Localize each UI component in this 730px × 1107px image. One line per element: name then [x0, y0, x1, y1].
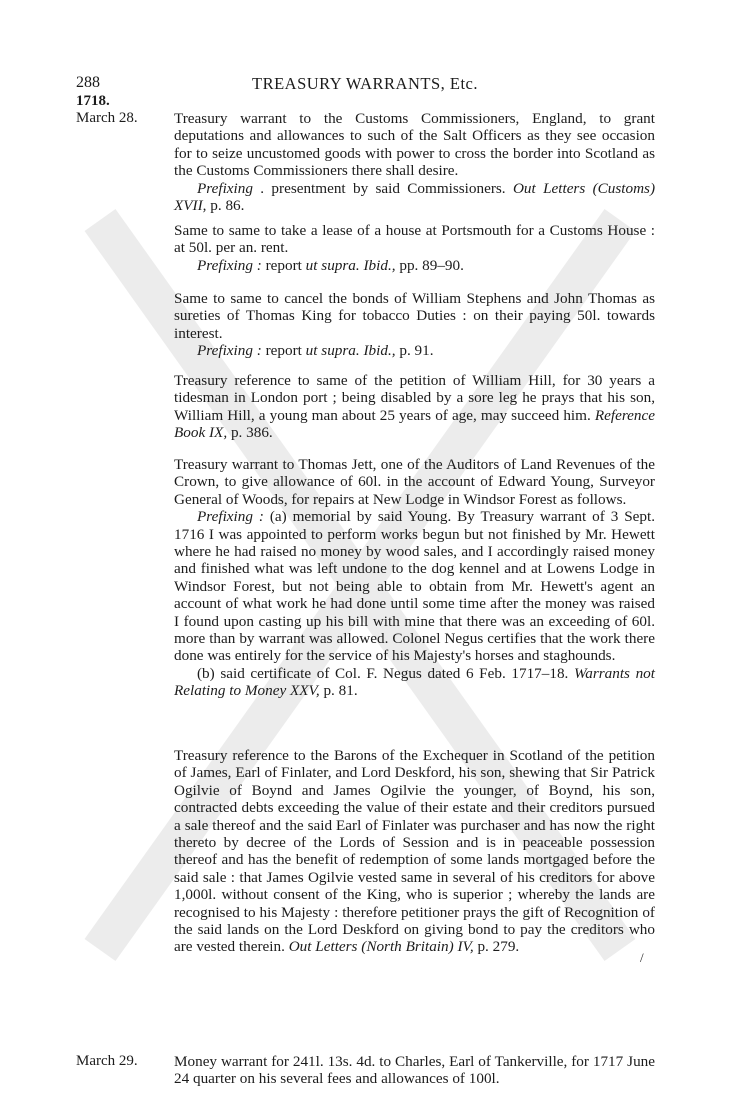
page-number: 288	[76, 74, 100, 91]
entry-body: Money warrant for 241l. 13s. 4d. to Charles, Earl of Tankerville, for 1717 June 24 quarter on his several fees and allowances of 100l.	[174, 1053, 655, 1088]
entry-body: Same to same to take a lease of a house at Portsmouth for a Customs House : at 50l. per an. rent.	[174, 222, 655, 257]
entry-cancel-bonds	[174, 290, 655, 360]
entry-prefixing: Prefixing : report ut supra. Ibid., pp. 89–90.	[197, 256, 464, 274]
date-march-29: March 29.	[76, 1053, 138, 1069]
entry-body: Same to same to cancel the bonds of William Stephens and John Thomas as sureties of Thomas King for tobacco Duties : on their paying 50l. towards interest.	[174, 290, 655, 342]
entry-salt-officers	[174, 110, 655, 214]
entry-earl-of-tankerville	[174, 1053, 655, 1088]
entry-body: Treasury warrant to Thomas Jett, one of the Auditors of Land Revenues of the Crown, to give allowance of 60l. in the account of Edward Young, Surveyor General of Woods, for repairs at New Lodge in Windsor Forest as follows.	[174, 456, 655, 508]
entry-new-lodge-repairs	[174, 456, 655, 700]
running-head: TREASURY WARRANTS, Etc.	[251, 74, 479, 93]
date-march-28: March 28.	[76, 110, 138, 126]
entry-prefixing: Prefixing : (a) memorial by said Young. By Treasury warrant of 3 Sept. 1716 I was appointed to perform works begun but not finished by Mr. Hewett where he had raised no money by wood sales, and I accordingly raised money and finished what was left undone to the dog kennel and at Lowens Lodge in Windsor Forest, but not being able to obtain from Mr. Hewett's agent an account of what work he had done until some time after the money was raised I found upon casting up his bill with mine that there was an exceeding of 60l. more than by warrant was allowed. Colonel Negus certifies that the work there done was entirely for the service of his Majesty's horses and staghounds.	[174, 508, 656, 665]
entry-prefixing: Prefixing : report ut supra. Ibid., p. 91.	[197, 342, 434, 360]
year-label: 1718.	[76, 93, 110, 109]
entry-certificate: (b) said certificate of Col. F. Negus dated 6 Feb. 1717–18. Warrants not Relating to Money XXV, p. 81.	[174, 664, 655, 700]
entry-body: Treasury reference to the Barons of the Exchequer in Scotland of the petition of James, Earl of Finlater, and Lord Deskford, his son, shewing that Sir Patrick Ogilvie of Boynd and James Ogilvie the younger, of Boynd, his son, contracted debts exceeding the value of their estate and their creditors pursued a sale thereof and the said Earl of Finlater was purchaser and has now the right thereto by decree of the Lords of Session and is in peaceable possession thereof and has the benefit of redemption of some lands mortgaged before the said sale : that James Ogilvie vested same in several of his creditors for above 1,000l. without consent of the King, who is superior ; whereby the lands are recognised to his Majesty : therefore petitioner prays the gift of Recognition of the said lands on the Lord Deskford on giving bond to pay the creditors who are vested therein. Out Letters (North Britain) IV, p. 279.	[174, 747, 655, 956]
entry-earl-of-finlater	[174, 747, 655, 956]
page-header	[76, 74, 654, 94]
entry-body: Treasury warrant to the Customs Commissioners, England, to grant deputations and allowances to such of the Salt Officers as they see occasion for to seize uncustomed goods with power to cross the border into Scotland as the Customs Commissioners there shall desire.	[174, 110, 655, 180]
entry-william-hill	[174, 372, 655, 442]
margin-mark: /	[640, 950, 644, 965]
entry-body: Treasury reference to same of the petition of William Hill, for 30 years a tidesman in London port ; being disabled by a sore leg he prays that his son, William Hill, a young man about 25 years of age, may succeed him. Reference Book IX, p. 386.	[174, 372, 656, 442]
entry-prefixing: Prefixing . presentment by said Commissioners. Out Letters (Customs) XVII, p. 86.	[174, 179, 656, 215]
entry-portsmouth-lease	[174, 222, 655, 274]
